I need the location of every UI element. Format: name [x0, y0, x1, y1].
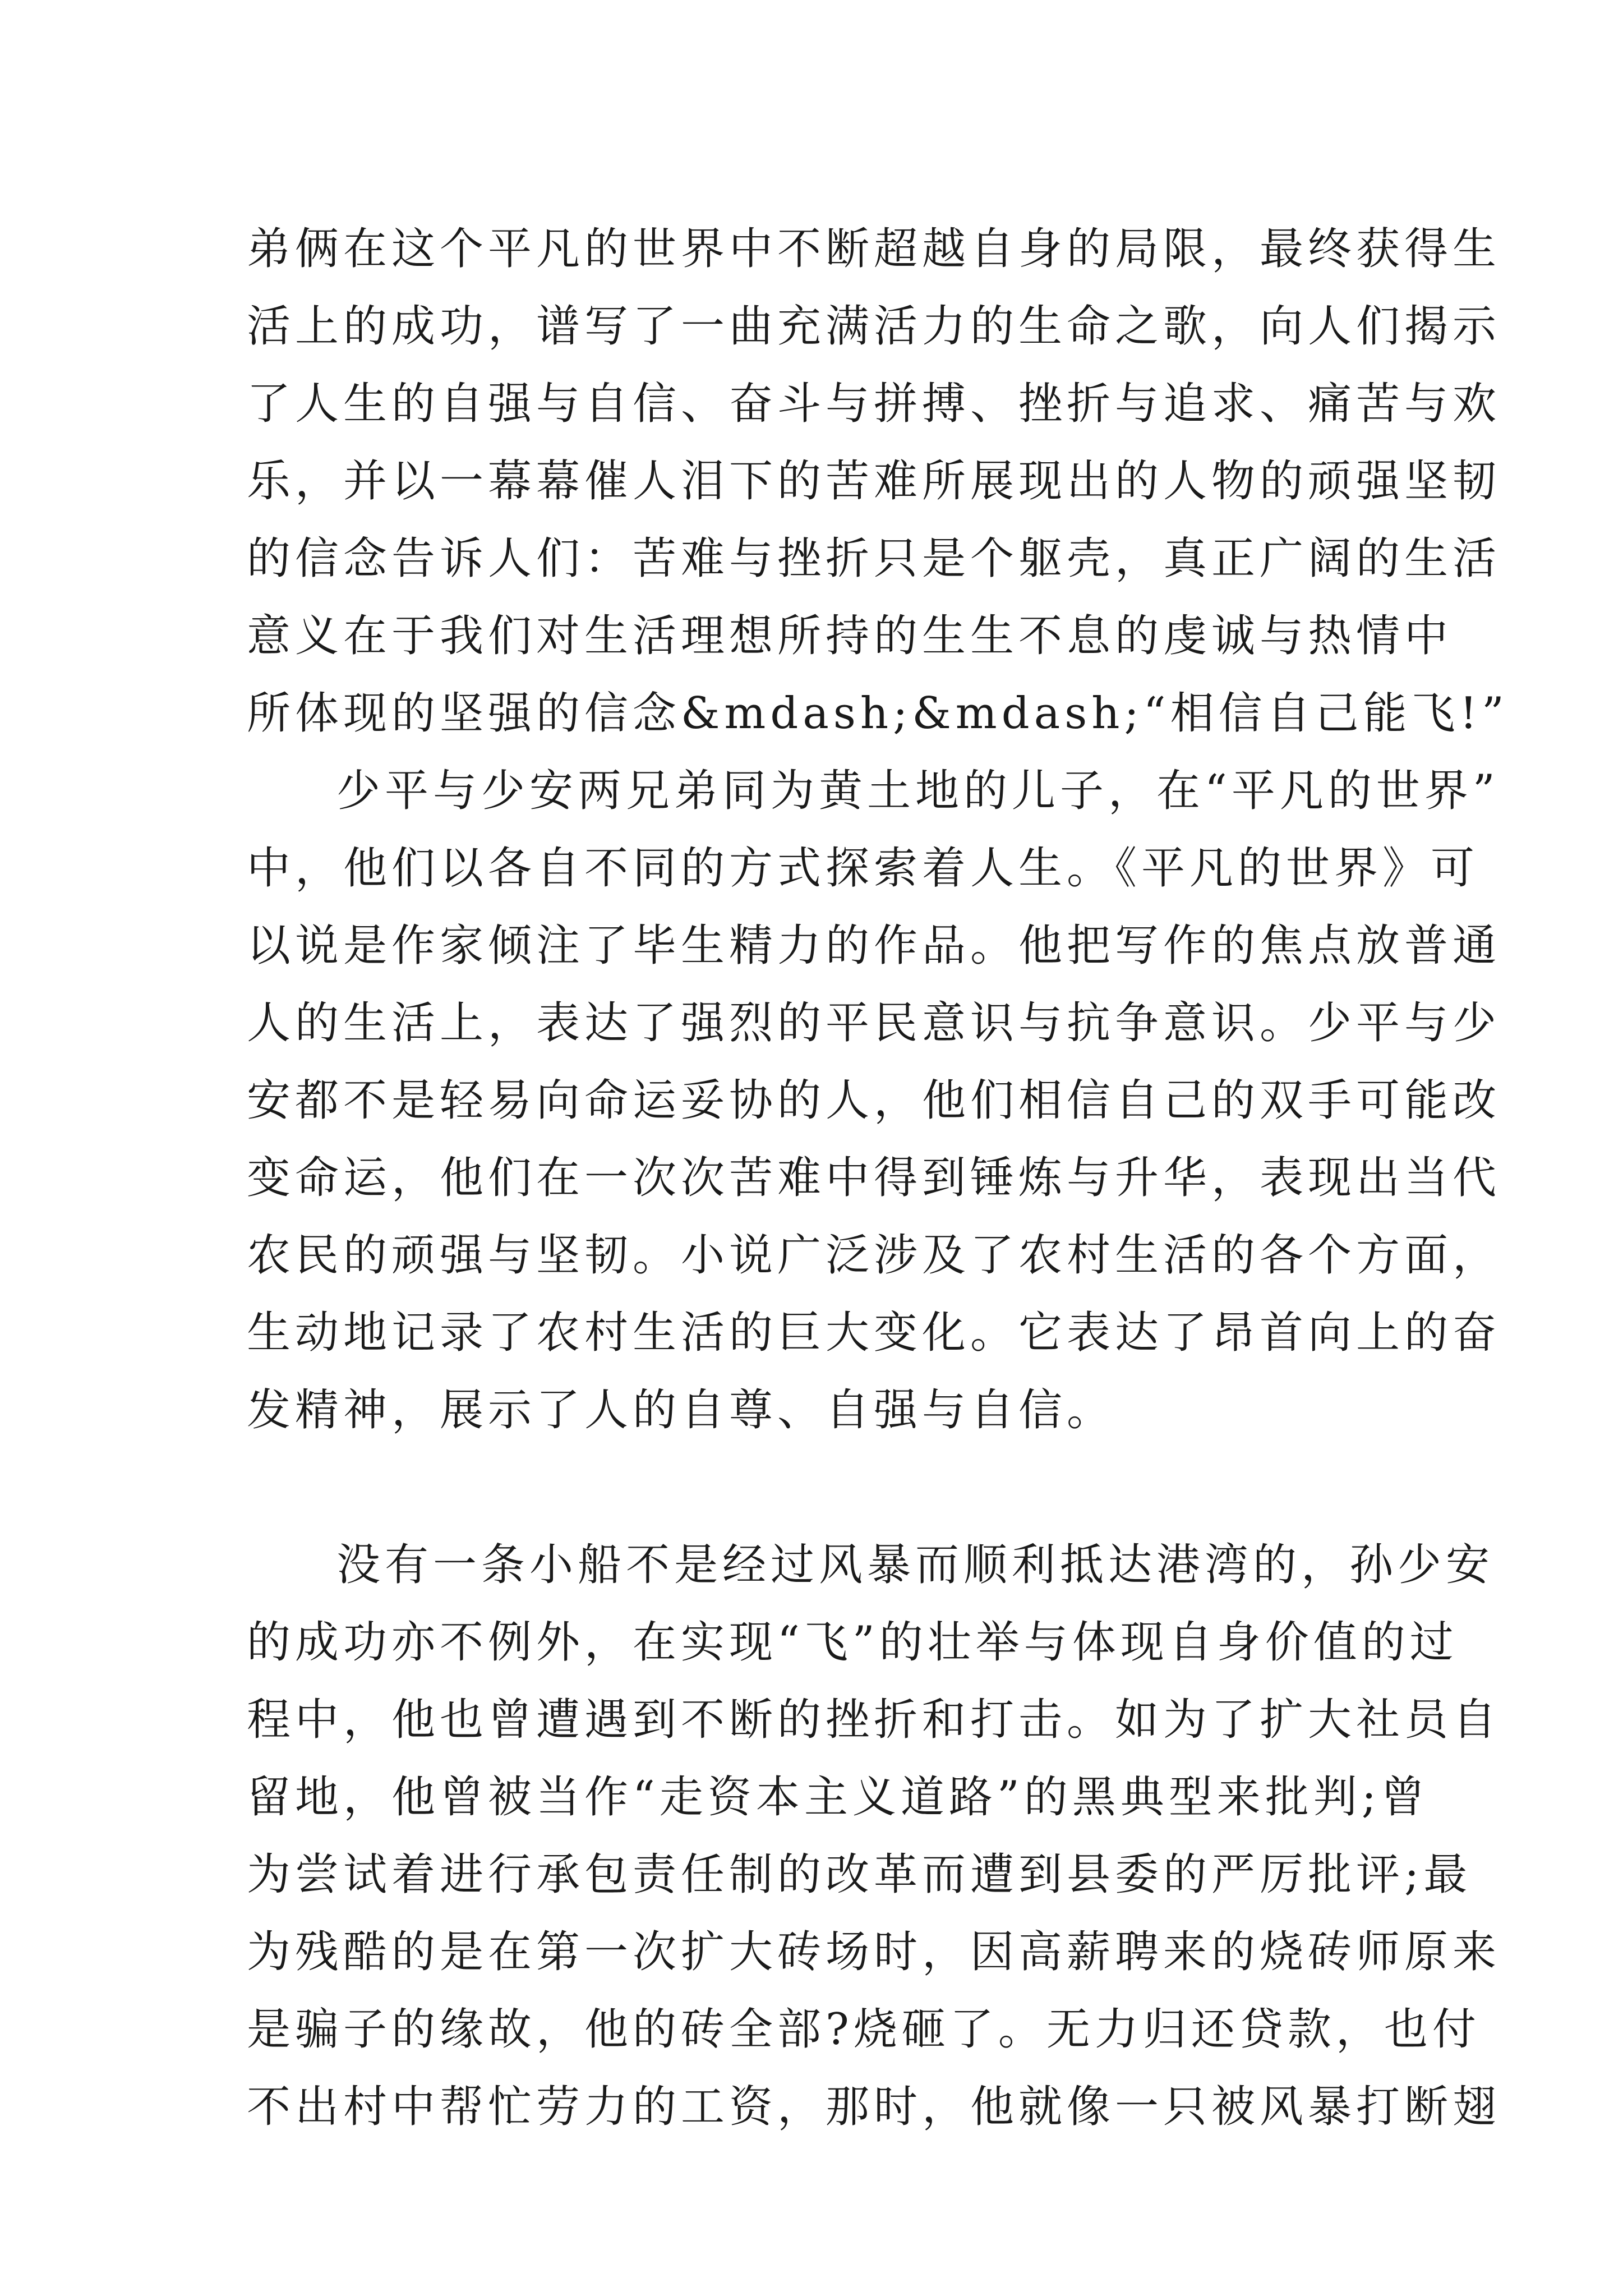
text-line: 留地，他曾被当作“走资本主义道路”的黑典型来批判;曾 — [247, 1772, 1430, 1823]
text-line: 变命运，他们在一次次苦难中得到锤炼与升华，表现出当代 — [247, 1153, 1501, 1203]
text-line: 活上的成功，谱写了一曲充满活力的生命之歌，向人们揭示 — [247, 301, 1501, 352]
text-line: 了人生的自强与自信、奋斗与拼搏、挫折与追求、痛苦与欢 — [247, 379, 1501, 429]
text-line: 为尝试着进行承包责任制的改革而遭到县委的严厉批评;最 — [247, 1849, 1472, 1900]
text-line: 生动地记录了农村生活的巨大变化。它表达了昂首向上的奋 — [247, 1308, 1501, 1358]
text-line: 弟俩在这个平凡的世界中不断超越自身的局限，最终获得生 — [247, 224, 1501, 274]
text-line: 中，他们以各自不同的方式探索着人生。《平凡的世界》可 — [247, 843, 1479, 894]
text-line: 为残酷的是在第一次扩大砖场时，因高薪聘来的烧砖师原来 — [247, 1927, 1501, 1977]
text-line: 人的生活上，表达了强烈的平民意识与抗争意识。少平与少 — [247, 998, 1501, 1048]
text-line: 乐，并以一幕幕催人泪下的苦难所展现出的人物的顽强坚韧 — [247, 456, 1501, 507]
text-line: 意义在于我们对生活理想所持的生生不息的虔诚与热情中 — [247, 611, 1453, 661]
text-line: 发精神，展示了人的自尊、自强与自信。 — [247, 1385, 1115, 1435]
text-line — [247, 1454, 1391, 1521]
text-line: 农民的顽强与坚韧。小说广泛涉及了农村生活的各个方面， — [247, 1230, 1501, 1281]
text-line: 的信念告诉人们：苦难与挫折只是个躯壳，真正广阔的生活 — [247, 533, 1501, 584]
text-line: 的成功亦不例外，在实现“飞”的壮举与体现自身价值的过 — [247, 1617, 1458, 1668]
text-line: 没有一条小船不是经过风暴而顺利抵达港湾的，孙少安 — [336, 1540, 1495, 1590]
text-line: 程中，他也曾遭遇到不断的挫折和打击。如为了扩大社员自 — [247, 1695, 1501, 1745]
text-line: 所体现的坚强的信念&mdash;&mdash;“相信自己能飞!” — [247, 688, 1509, 739]
text-line: 是骗子的缘故，他的砖全部?烧砸了。无力归还贷款，也付 — [247, 2004, 1481, 2055]
text-line: 以说是作家倾注了毕生精力的作品。他把写作的焦点放普通 — [247, 921, 1501, 971]
text-line: 不出村中帮忙劳力的工资，那时，他就像一只被风暴打断翅 — [247, 2082, 1501, 2132]
text-line: 少平与少安两兄弟同为黄土地的儿子，在“平凡的世界” — [336, 766, 1500, 816]
text-line: 安都不是轻易向命运妥协的人，他们相信自己的双手可能改 — [247, 1075, 1501, 1126]
